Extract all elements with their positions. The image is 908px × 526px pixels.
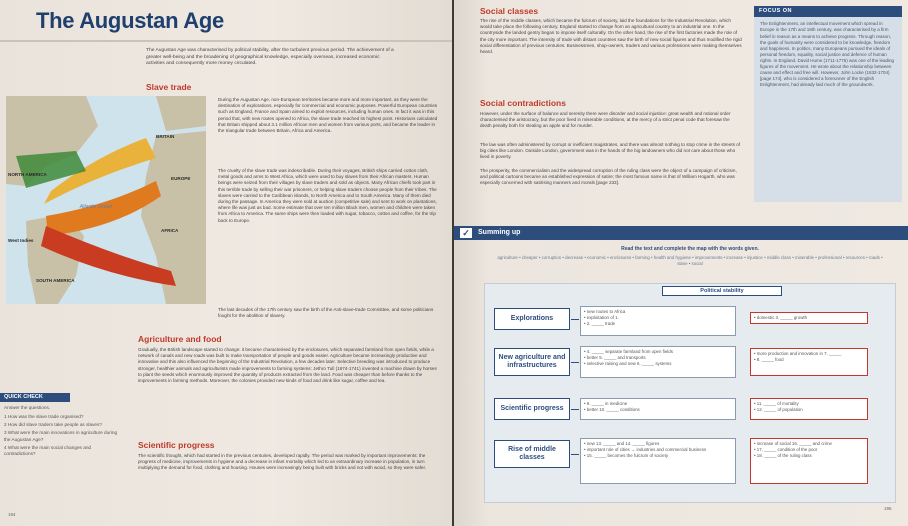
- category-box: Explorations: [494, 308, 570, 330]
- quick-check-question: 3 What were the main innovations in agriculture during the Augustan Age?: [4, 430, 118, 442]
- blank-box: • new routes to Africa • exploitation of 1. • 2. _____ trade: [580, 306, 736, 336]
- slave-trade-paragraph-2: The cruelty of the slave trade was indescribable. During their voyages, British ships carried cotton cloth, metal goods and arms to West Africa, which were used to buy slaves from their African masters. Human beings were seized from their villages by slave traders and sold as objects. Many African chiefs took part in this terrible trade by selling their war prisoners, or helping slave traders choose people from their tribes. The slaves were carried to the Caribbean islands, to North America and to South America. Many of them died during the passage. In America they were sold at auction (competitive sale) and sent to work on plantations, where life was just as bad. Some estimate that over ten million Black men, women and children were taken from Africa to America. The same ships were then loaded with sugar, tobacco, cotton and coffee, for the trip back to Europe.: [218, 168, 437, 223]
- blank-box: • new 13. _____ and 14. _____ figures • important role of cities → industries and commercial business • 15. _____ becomes the fulcrum of society: [580, 438, 736, 484]
- map-label-britain: BRITAIN: [156, 134, 175, 139]
- blank-box: • increase of social 16. _____ and crime • 17. _____ condition of the poor • 18. _____ of the ruling class: [750, 438, 868, 484]
- category-box: Rise of middle classes: [494, 440, 570, 468]
- agriculture-heading: Agriculture and food: [138, 334, 222, 344]
- page-title: The Augustan Age: [36, 8, 224, 33]
- connector-line: [571, 319, 579, 320]
- triangular-trade-map: [6, 96, 206, 304]
- europe-land: [156, 96, 206, 131]
- social-contradictions-paragraph-3: The prosperity, the commercialism and the widespread corruption of the ruling class were the object of a campaign of criticism, and political cartoons became an established expression of satire; the most famous name is that of William Hogarth, who was especially concerned with satirising manners and morals [page 233].: [480, 168, 737, 186]
- page-number-left: 194: [8, 512, 16, 517]
- map-label-west-indies: West Indies: [8, 238, 34, 243]
- map-label-south-america: SOUTH AMERICA: [36, 278, 75, 283]
- map-label-europe: EUROPE: [171, 176, 191, 181]
- quick-check-question: 1 How was the slave trade organised?: [4, 413, 84, 419]
- quick-check-box: [0, 393, 126, 503]
- focus-on-box: [754, 6, 902, 202]
- connector-line: [571, 454, 579, 455]
- summing-up-bar: [454, 226, 908, 240]
- slave-trade-paragraph-1: During the Augustan Age, non-European territories became more and more important, as they were the destination of explorations, especially for commercial and economic purposes. Powerful European countries such as England, France and Spain aimed to exploit resources, including human ones. In fact it was in this period that, with new routes opened to Africa, the slave trade reached its highest point. Historians calculated that Britain shipped about 3.1 million African men and women from various ports, and became the leader in the triangular trade between Britain, Africa and America.: [218, 97, 438, 133]
- blank-box: • domestic 3. _____ growth: [750, 312, 868, 324]
- scientific-paragraph: The scientific thought, which had started in the previous centuries, developed rapidly. The period was marked by important improvements: the progress of medicine, improvements in hygiene and a decrease in infant mortality which led to an extraordinary increase in population, in turn multiplying the demand for food, clothing and housing. Houses were increasingly being built with bricks and not with wood, so they were safer.: [138, 453, 427, 471]
- social-contradictions-paragraph-1: However, under the surface of balance and serenity there were disorder and social injustice: great wealth and rational order characterised the aristocracy, but the poor lived in miserable conditions, at the mercy of a strict penal code that foresaw the death penalty both for stealing an apple and for murder.: [480, 111, 731, 129]
- focus-on-text: The Enlightenment, an intellectual movement which spread in Europe in the 17th and 18th century, was characterised by a firm belief in reason as a means to achieve progress. Through reason, the goals of humanity were considered to be knowledge, freedom and happiness. In politics, many Europeans pursued the ideals of personal freedom, equality, social justice and defence of human rights. In England, David Hume (1711-1776) was one of the leading figures of the movement. He wrote about the relationship between cause and effect and free will. However, John Locke (1632-1704) [page 174], who is considered a forerunner of the English Enlightenment, had already laid much of the groundwork.: [760, 21, 894, 88]
- check-icon: ✓: [460, 228, 472, 238]
- map-label-africa: AFRICA: [161, 228, 179, 233]
- summing-up-title: Summing up: [478, 229, 521, 236]
- map-label-atlantic: Atlantic Ocean: [79, 204, 113, 210]
- quick-check-question: 4 What were the main social changes and contradictions?: [4, 445, 92, 457]
- blank-box: • 11. _____ of mortality • 12. _____ of population: [750, 398, 868, 420]
- agriculture-paragraph: Gradually, the British landscape started to change: it became characterised by the enclosures, which separated farmland from open fields, while a network of canals and new roads was built to make transportation of people and goods easier. Agriculture became increasingly productive and innovative and this also influenced the beginning of the Industrial Revolution, a few decades later. Selective breeding was introduced to produce stronger, healthier animals and agriculturists made improvements to farming systems: Jethro Tull (1674-1741) invented a machine drawn by horses to plant the seeds which enormously improved the quantity of products extracted from the land. Food was cheaper than before thanks to the improvements in farming methods. Moreover, the colonies provided new kinds of food and drink like sugar, coffee and tea.: [138, 347, 437, 383]
- blank-box: • 9. _____ in medicine • better 10. _____ conditions: [580, 398, 736, 420]
- page-number-right: 195: [884, 506, 892, 511]
- social-classes-paragraph: The rise of the middle classes, which became the fulcrum of society, laid the foundations for the Industrial Revolution, which would take place the following century. England started to change from an agricultural country to an industrial one. In the countryside the landed gentry began to impose itself culturally. On the other hand, the rise of the first factories made the role of the city more important. The intensity of trade with distant countries saw the birth of new social figures and thus modified the rigid social differentiation of previous centuries. Businessmen, shop-owners, traders and various professions were making themselves heard.: [480, 18, 742, 54]
- word-bank: agriculture • cheaper • corruption • decrease • economic • enclosures • farming • health and hygiene • improvements • increase • injustice • middle class • miserable • professional • resources • roads • slave • social: [497, 255, 883, 266]
- slave-trade-paragraph-3: The last decades of the 17th century saw the birth of the Anti-slave-trade Committee, and some politicians fought for the abolition of slavery.: [218, 307, 434, 319]
- center-concept: Political stability: [662, 286, 782, 296]
- blank-box: • 4. _____ separate farmland from open fields • better 5. _____ and transports • selective raising and new 6. _____ systems: [580, 346, 736, 378]
- category-box: New agriculture and infrastructures: [494, 348, 570, 376]
- scientific-heading: Scientific progress: [138, 440, 215, 450]
- focus-on-label: FOCUS ON: [754, 6, 902, 17]
- summing-up-instruction: Read the text and complete the map with the words given.: [621, 246, 759, 252]
- intro-paragraph: The Augustan Age was characterised by political stability, after the turbulent previous period. The achievement of a greater well-being and the broadening of geographical knowledge, especially overseas, increased economic activities and consequently more money circulated.: [146, 48, 394, 67]
- left-page: [0, 0, 452, 526]
- category-box: Scientific progress: [494, 398, 570, 420]
- connector-line: [571, 362, 579, 363]
- social-classes-heading: Social classes: [480, 6, 539, 16]
- quick-check-label: QUICK CHECK: [0, 393, 70, 402]
- social-contradictions-paragraph-2: The law was often administered by corrupt or inefficient magistrates, and there was almost nothing to stop crime in the streets of big cities like London. Outside London, government was in the hands of the big landowners who did not care about those who lived in poverty.: [480, 142, 741, 160]
- title-divider: [0, 40, 452, 42]
- connector-line: [571, 409, 579, 410]
- slave-trade-heading: Slave trade: [146, 82, 192, 92]
- quick-check-intro: Answer the questions.: [4, 405, 51, 411]
- quick-check-question: 2 How did slave traders take people as slaves?: [4, 422, 102, 428]
- map-graphic: [6, 96, 206, 304]
- social-contradictions-heading: Social contradictions: [480, 98, 566, 108]
- map-label-north-america: NORTH AMERICA: [8, 172, 47, 177]
- right-page: [454, 0, 908, 526]
- blank-box: • more production and innovation in 7. _____ • 8. _____ food: [750, 348, 868, 376]
